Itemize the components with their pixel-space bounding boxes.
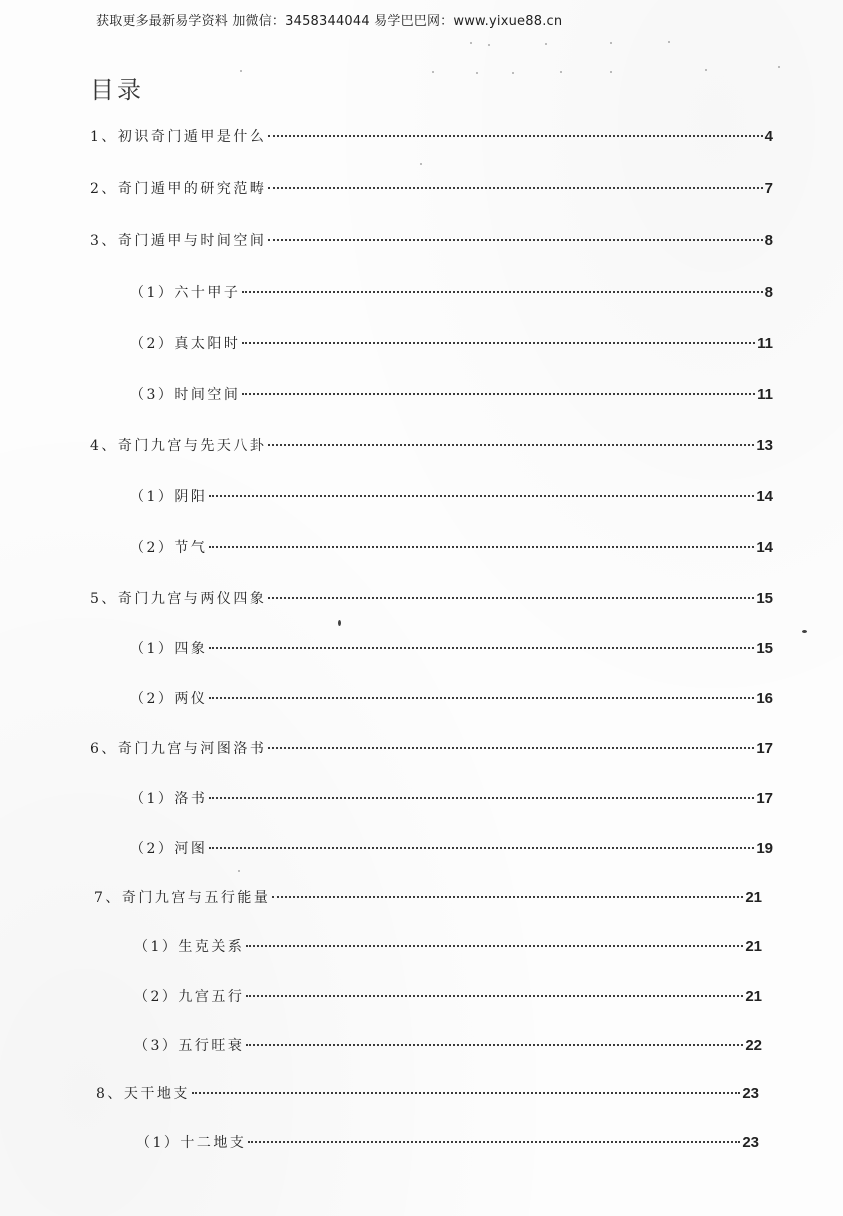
- toc-entry[interactable]: [90, 588, 773, 610]
- toc-leader-dots: [248, 1141, 740, 1143]
- toc-entry[interactable]: [90, 126, 773, 148]
- scan-speck: [432, 71, 434, 73]
- toc-page-number: 15: [756, 590, 773, 607]
- toc-entry[interactable]: [90, 230, 773, 252]
- toc-entry-label: （3）五行旺衰: [134, 1038, 245, 1054]
- scan-speck: [512, 72, 514, 74]
- toc-page-number: 17: [756, 790, 773, 807]
- toc-entry[interactable]: [130, 384, 773, 406]
- toc-entry[interactable]: [130, 486, 773, 508]
- toc-entry[interactable]: [130, 282, 773, 304]
- promo-banner: 获取更多最新易学资料 加微信：3458344044 易学巴巴网：www.yixue88.cn: [96, 14, 563, 29]
- toc-leader-dots: [268, 187, 762, 189]
- scan-speck: [610, 42, 612, 44]
- toc-entry-label: （1）生克关系: [134, 939, 245, 955]
- toc-page-number: 17: [756, 740, 773, 757]
- scan-speck: [476, 72, 478, 74]
- toc-entry[interactable]: [136, 1132, 759, 1154]
- toc-leader-dots: [268, 747, 754, 749]
- toc-entry-label: 4、奇门九宫与先天八卦: [90, 438, 267, 454]
- toc-title: 目录: [90, 76, 144, 104]
- toc-entry[interactable]: [96, 1083, 759, 1105]
- toc-page-number: 21: [745, 938, 762, 955]
- toc-entry-label: （3）时间空间: [130, 387, 241, 403]
- toc-page-number: 21: [745, 988, 762, 1005]
- toc-entry-label: （2）九宫五行: [134, 989, 245, 1005]
- toc-leader-dots: [209, 847, 754, 849]
- toc-entry-label: （1）四象: [130, 641, 208, 657]
- toc-entry[interactable]: [134, 1035, 762, 1057]
- toc-leader-dots: [242, 342, 755, 344]
- toc-leader-dots: [209, 697, 754, 699]
- scan-speck: [488, 44, 490, 46]
- toc-page-number: 19: [756, 840, 773, 857]
- toc-leader-dots: [268, 444, 754, 446]
- toc-entry-label: 7、奇门九宫与五行能量: [94, 890, 271, 906]
- toc-entry-label: （2）两仪: [130, 691, 208, 707]
- toc-entry[interactable]: [134, 936, 762, 958]
- toc-page-number: 11: [757, 386, 773, 403]
- scan-speck: [610, 71, 612, 73]
- toc-entry[interactable]: [130, 688, 773, 710]
- toc-entry[interactable]: [130, 638, 773, 660]
- scan-speck: [238, 870, 240, 872]
- toc-leader-dots: [209, 495, 754, 497]
- scan-speck: [778, 66, 780, 68]
- toc-entry[interactable]: [90, 178, 773, 200]
- toc-page-number: 21: [745, 889, 762, 906]
- toc-page-number: 23: [742, 1134, 759, 1151]
- toc-page-number: 16: [756, 690, 773, 707]
- toc-entry[interactable]: [94, 887, 762, 909]
- toc-entry-label: 8、天干地支: [96, 1086, 190, 1102]
- toc-page-number: 13: [756, 437, 773, 454]
- toc-entry[interactable]: [130, 333, 773, 355]
- toc-leader-dots: [242, 393, 755, 395]
- toc-entry-label: （1）十二地支: [136, 1135, 247, 1151]
- toc-entry[interactable]: [130, 838, 773, 860]
- toc-entry-label: （2）河图: [130, 841, 208, 857]
- toc-entry-label: 1、初识奇门遁甲是什么: [90, 129, 267, 145]
- toc-page-number: 22: [745, 1037, 762, 1054]
- scan-speck: [802, 630, 807, 633]
- toc-entry[interactable]: [90, 435, 773, 457]
- toc-entry-label: 5、奇门九宫与两仪四象: [90, 591, 267, 607]
- toc-leader-dots: [268, 597, 754, 599]
- scan-speck: [705, 69, 707, 71]
- toc-entry-label: （1）六十甲子: [130, 285, 241, 301]
- toc-entry-label: （1）阴阳: [130, 489, 208, 505]
- scan-speck: [338, 620, 341, 626]
- toc-page-number: 8: [764, 232, 773, 249]
- scan-speck: [560, 71, 562, 73]
- scan-speck: [470, 42, 472, 44]
- toc-page-number: 23: [742, 1085, 759, 1102]
- toc-leader-dots: [268, 135, 762, 137]
- scan-speck: [420, 163, 422, 165]
- toc-leader-dots: [209, 647, 754, 649]
- toc-leader-dots: [242, 291, 762, 293]
- toc-page-number: 15: [756, 640, 773, 657]
- toc-entry-label: （2）真太阳时: [130, 336, 241, 352]
- toc-leader-dots: [192, 1092, 740, 1094]
- toc-leader-dots: [209, 797, 754, 799]
- toc-entry-label: 2、奇门遁甲的研究范畴: [90, 181, 267, 197]
- toc-page-number: 14: [756, 488, 773, 505]
- toc-entry[interactable]: [134, 986, 762, 1008]
- scan-speck: [240, 70, 242, 72]
- toc-page-number: 14: [756, 539, 773, 556]
- toc-page-number: 11: [757, 335, 773, 352]
- toc-entry-label: 6、奇门九宫与河图洛书: [90, 741, 267, 757]
- toc-entry[interactable]: [130, 537, 773, 559]
- toc-leader-dots: [246, 945, 743, 947]
- toc-leader-dots: [272, 896, 743, 898]
- toc-page-number: 7: [764, 180, 773, 197]
- toc-page-number: 8: [764, 284, 773, 301]
- toc-entry-label: （1）洛书: [130, 791, 208, 807]
- toc-entry[interactable]: [130, 788, 773, 810]
- toc-entry-label: 3、奇门遁甲与时间空间: [90, 233, 267, 249]
- toc-entry-label: （2）节气: [130, 540, 208, 556]
- toc-page-number: 4: [764, 128, 773, 145]
- toc-leader-dots: [268, 239, 762, 241]
- scan-speck: [668, 41, 670, 43]
- toc-leader-dots: [209, 546, 754, 548]
- toc-leader-dots: [246, 1044, 743, 1046]
- scan-speck: [545, 43, 547, 45]
- toc-leader-dots: [246, 995, 743, 997]
- toc-entry[interactable]: [90, 738, 773, 760]
